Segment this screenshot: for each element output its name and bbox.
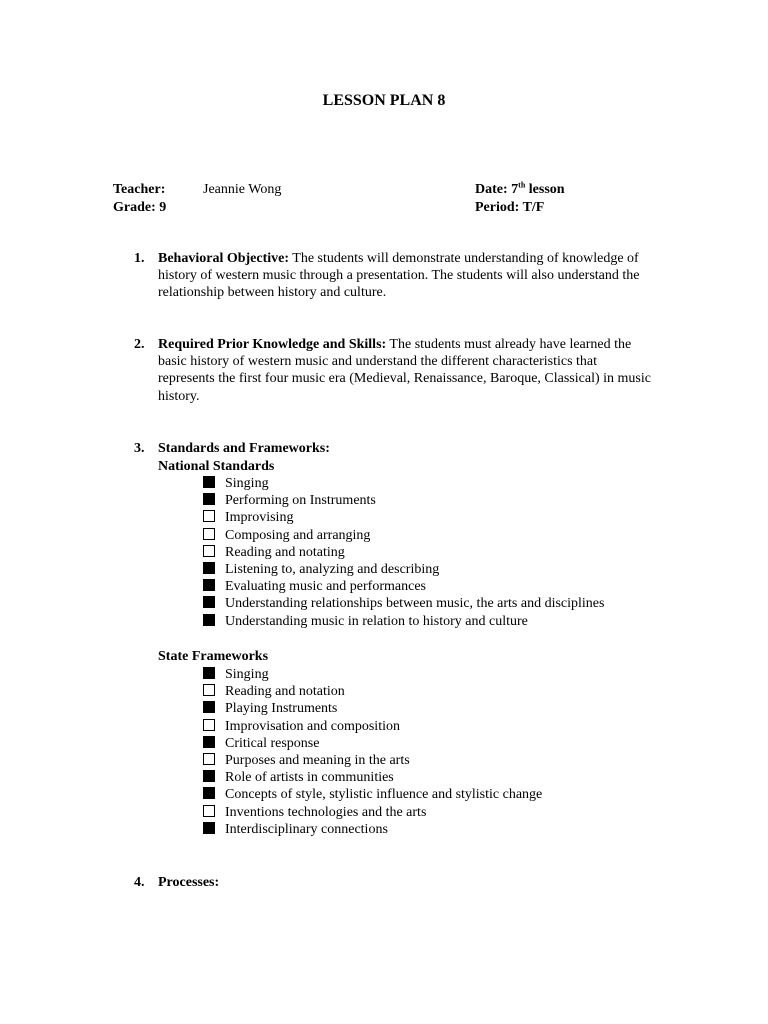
checklist-item-label: Playing Instruments (225, 701, 338, 717)
header-row-2 (113, 199, 633, 217)
checklist-item (203, 613, 604, 630)
section-heading: Standards and Frameworks: (158, 441, 330, 456)
checklist-item (203, 544, 604, 561)
checked-box-icon (203, 596, 215, 608)
teacher-name: Jeannie Wong (203, 182, 282, 197)
checklist-item-label: Purposes and meaning in the arts (225, 752, 410, 768)
header-row-1 (113, 181, 633, 199)
unchecked-box-icon (203, 719, 215, 731)
checklist-item (203, 527, 604, 544)
checklist-item (203, 475, 604, 492)
checklist-item-label: Inventions technologies and the arts (225, 804, 427, 820)
section-text: The students must already have learned the basic history of western music and understand the different characteristics that represents the first four music era (Medieval, Renaissance, Baroque, Classical) in music history. (158, 337, 651, 404)
checklist-item (203, 769, 542, 786)
checklist-item-label: Reading and notating (225, 544, 345, 560)
unchecked-box-icon (203, 805, 215, 817)
date-field (475, 181, 565, 198)
checklist-item (203, 509, 604, 526)
checklist-item-label: Interdisciplinary connections (225, 821, 388, 837)
checked-box-icon (203, 736, 215, 748)
section-standards (134, 440, 654, 457)
date-label: Date: 7 (475, 182, 519, 197)
teacher-label: Teacher: (113, 182, 166, 197)
checked-box-icon (203, 493, 215, 505)
checklist-item (203, 718, 542, 735)
checklist-item-label: Improvising (225, 510, 294, 526)
checklist-item (203, 683, 542, 700)
checklist-item (203, 700, 542, 717)
section-body (158, 336, 654, 405)
section-number: 3. (134, 441, 145, 456)
checklist-item-label: Role of artists in communities (225, 770, 394, 786)
section-heading: Processes: (158, 875, 220, 890)
checklist-item-label: Understanding relationships between music, the arts and disciplines (225, 596, 605, 612)
section-body (158, 250, 654, 302)
checklist-item-label: Performing on Instruments (225, 493, 376, 509)
unchecked-box-icon (203, 510, 215, 522)
section-processes (134, 874, 654, 891)
national-standards-list (203, 475, 604, 630)
checked-box-icon (203, 614, 215, 626)
checklist-item (203, 804, 542, 821)
checked-box-icon (203, 667, 215, 679)
checked-box-icon (203, 701, 215, 713)
checklist-item (203, 752, 542, 769)
checked-box-icon (203, 579, 215, 591)
section-heading: Behavioral Objective: (158, 251, 290, 266)
checked-box-icon (203, 476, 215, 488)
checklist-item (203, 735, 542, 752)
section-heading: Required Prior Knowledge and Skills: (158, 337, 387, 352)
checklist-item (203, 492, 604, 509)
checklist-item-label: Singing (225, 667, 269, 682)
grade-label: Grade: 9 (113, 200, 167, 215)
checklist-item-label: Composing and arranging (225, 527, 371, 543)
unchecked-box-icon (203, 545, 215, 557)
unchecked-box-icon (203, 684, 215, 696)
checklist-item (203, 666, 542, 683)
checklist-item (203, 821, 542, 838)
checked-box-icon (203, 770, 215, 782)
checklist-item-label: Understanding music in relation to history and culture (225, 613, 528, 629)
section-number: 2. (134, 337, 145, 352)
checked-box-icon (203, 562, 215, 574)
checklist-item (203, 786, 542, 803)
state-frameworks-list (203, 666, 542, 838)
section-number: 4. (134, 875, 145, 890)
checklist-item-label: Listening to, analyzing and describing (225, 561, 440, 577)
checklist-item (203, 578, 604, 595)
section-prior-knowledge (134, 336, 654, 405)
page-title: LESSON PLAN 8 (322, 92, 446, 109)
checklist-item-label: Singing (225, 476, 269, 491)
checked-box-icon (203, 787, 215, 799)
checklist-item-label: Improvisation and composition (225, 718, 400, 734)
period-label: Period: T/F (475, 200, 545, 215)
unchecked-box-icon (203, 753, 215, 765)
checklist-item (203, 561, 604, 578)
checklist-item (203, 595, 604, 612)
section-number: 1. (134, 251, 145, 266)
national-standards-heading: National Standards (158, 459, 275, 474)
checklist-item-label: Critical response (225, 735, 320, 751)
date-rest: lesson (525, 182, 565, 197)
section-text: The students will demonstrate understanding of knowledge of history of western music through a presentation. The students will also understand the relationship between history and culture. (158, 251, 640, 301)
checklist-item-label: Concepts of style, stylistic influence and stylistic change (225, 787, 543, 803)
state-frameworks-heading: State Frameworks (158, 649, 269, 664)
section-behavioral-objective (134, 250, 654, 302)
date-superscript: th (518, 180, 526, 190)
unchecked-box-icon (203, 528, 215, 540)
checklist-item-label: Evaluating music and performances (225, 579, 426, 595)
checklist-item-label: Reading and notation (225, 684, 345, 700)
checked-box-icon (203, 822, 215, 834)
